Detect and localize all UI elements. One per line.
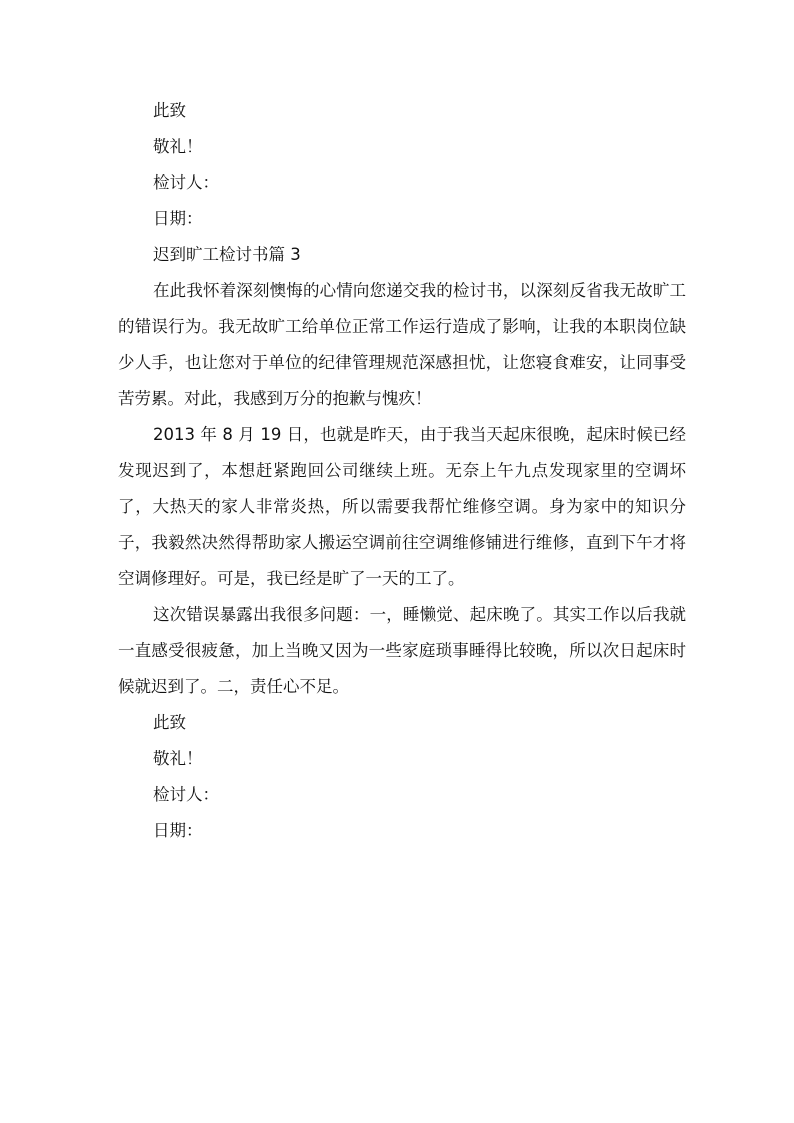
date-label: 日期： — [153, 209, 203, 228]
salute-text: 敬礼！ — [153, 749, 203, 768]
closing-text: 此致 — [153, 101, 186, 120]
section-title: 迟到旷工检讨书篇 3 — [153, 245, 301, 264]
paragraph: 2013 年 8 月 19 日，也就是昨天，由于我当天起床很晚，起床时候已经发现迟到了，本想赶紧跑回公司继续上班。无奈上午九点发现家里的空调坏了，大热天的家人非常炎热，所以需要我帮忙维修空调。身为家中的知识分子，我毅然决然得帮助家人搬运空调前往空调维修铺进行维修，直到下午才将空调修理好。可是，我已经是旷了一天的工了。 — [118, 425, 686, 588]
salute-text: 敬礼！ — [153, 137, 203, 156]
paragraph: 这次错误暴露出我很多问题：一，睡懒觉、起床晚了。其实工作以后我就一直感受很疲惫，加上当晚又因为一些家庭琐事睡得比较晚，所以次日起床时候就迟到了。二，责任心不足。 — [118, 605, 686, 696]
closing-text: 此致 — [153, 713, 186, 732]
signer-label: 检讨人： — [153, 173, 219, 192]
signer-label: 检讨人： — [153, 785, 219, 804]
date-label: 日期： — [153, 821, 203, 840]
paragraph: 在此我怀着深刻懊悔的心情向您递交我的检讨书，以深刻反省我无故旷工的错误行为。我无故旷工给单位正常工作运行造成了影响，让我的本职岗位缺少人手，也让您对于单位的纪律管理规范深感担忧，让您寝食难安，让同事受苦劳累。对此，我感到万分的抱歉与愧疚！ — [118, 281, 686, 408]
document-body — [118, 93, 686, 849]
